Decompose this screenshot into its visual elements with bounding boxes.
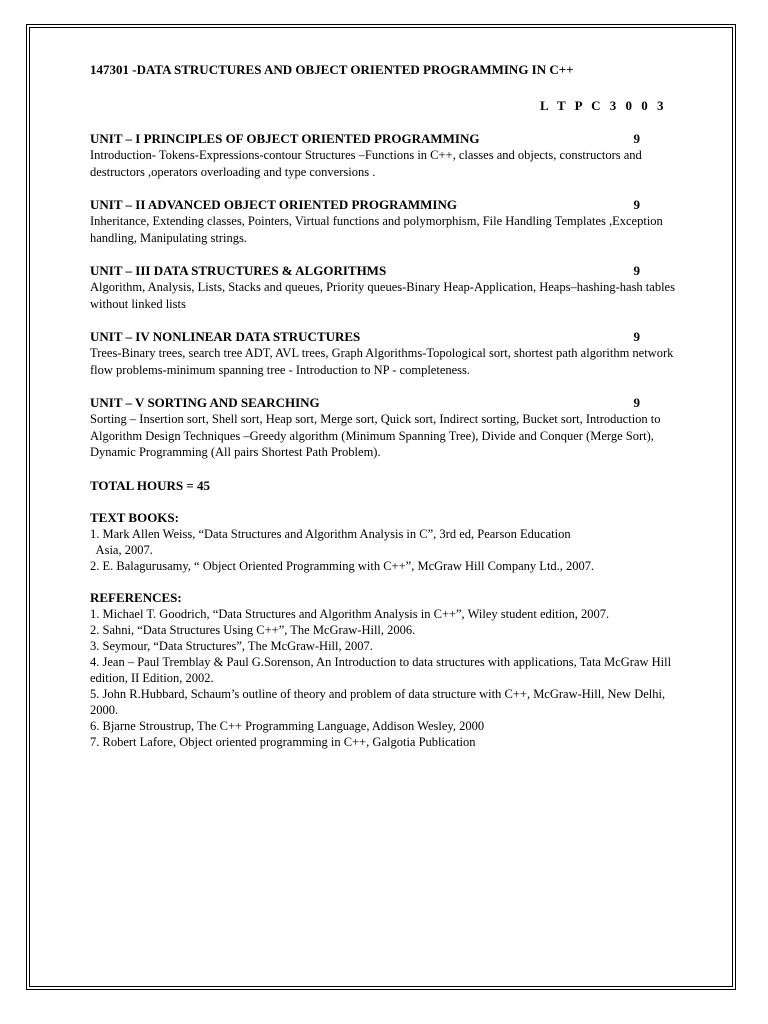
unit-heading	[90, 197, 640, 213]
unit-2	[90, 197, 690, 246]
unit-hours: 9	[633, 329, 640, 344]
unit-hours: 9	[633, 131, 640, 146]
list-item: Asia, 2007.	[90, 542, 153, 557]
unit-heading	[90, 395, 640, 411]
list-item: 1. Michael T. Goodrich, “Data Structures and Algorithm Analysis in C++”, Wiley student edition, 2007.	[90, 606, 610, 621]
list-item: 2. Sahni, “Data Structures Using C++”, The McGraw-Hill, 2006.	[90, 622, 416, 637]
unit-description: Algorithm, Analysis, Lists, Stacks and queues, Priority queues-Binary Heap-Application, Heaps–hashing-hash tables without linked lists	[90, 280, 675, 311]
text-books-heading: TEXT BOOKS:	[90, 509, 179, 525]
unit-title: UNIT – III DATA STRUCTURES & ALGORITHMS	[90, 263, 387, 278]
unit-description: Sorting – Insertion sort, Shell sort, Heap sort, Merge sort, Quick sort, Indirect sorting, Bucket sort, Introduction to Algorithm Design Techniques –Greedy algorithm (Minimum Spanning Tree), Divide and Conquer (Merge Sort), Dynamic Programming (All pairs Shortest Path Problem).	[90, 412, 661, 459]
unit-title: UNIT – IV NONLINEAR DATA STRUCTURES	[90, 329, 361, 344]
unit-title: UNIT – II ADVANCED OBJECT ORIENTED PROGRAMMING	[90, 197, 457, 212]
unit-4	[90, 329, 690, 378]
unit-heading	[90, 131, 640, 147]
list-item: 2. E. Balagurusamy, “ Object Oriented Programming with C++”, McGraw Hill Company Ltd., 2007.	[90, 558, 595, 573]
list-item: 3. Seymour, “Data Structures”, The McGraw-Hill, 2007.	[90, 638, 373, 653]
list-item: 1. Mark Allen Weiss, “Data Structures and Algorithm Analysis in C”, 3rd ed, Pearson Education	[90, 526, 571, 541]
list-item: 4. Jean – Paul Tremblay & Paul G.Sorenson, An Introduction to data structures with applications, Tata McGraw Hill edition, II Edition, 2002.	[90, 654, 672, 685]
syllabus-document	[90, 62, 690, 750]
total-hours: TOTAL HOURS = 45	[90, 477, 210, 493]
unit-hours: 9	[633, 395, 640, 410]
unit-description: Trees-Binary trees, search tree ADT, AVL trees, Graph Algorithms-Topological sort, shortest path algorithm network flow problems-minimum spanning tree - Introduction to NP - completeness.	[90, 346, 674, 377]
unit-hours: 9	[633, 263, 640, 278]
references-list	[90, 606, 690, 750]
ltpc-credits: L T P C 3 0 0 3	[540, 98, 667, 113]
unit-heading	[90, 263, 640, 279]
list-item: 6. Bjarne Stroustrup, The C++ Programming Language, Addison Wesley, 2000	[90, 718, 485, 733]
unit-5	[90, 395, 690, 461]
unit-title: UNIT – I PRINCIPLES OF OBJECT ORIENTED PROGRAMMING	[90, 131, 480, 146]
references-heading: REFERENCES:	[90, 589, 182, 605]
text-books-list	[90, 526, 690, 574]
unit-hours: 9	[633, 197, 640, 212]
list-item: 5. John R.Hubbard, Schaum’s outline of theory and problem of data structure with C++, McGraw-Hill, New Delhi, 2000.	[90, 686, 666, 717]
unit-title: UNIT – V SORTING AND SEARCHING	[90, 395, 320, 410]
list-item: 7. Robert Lafore, Object oriented programming in C++, Galgotia Publication	[90, 734, 476, 749]
unit-description: Inheritance, Extending classes, Pointers, Virtual functions and polymorphism, File Handling Templates ,Exception handling, Manipulating strings.	[90, 214, 663, 245]
unit-heading	[90, 329, 640, 345]
course-title: 147301 -DATA STRUCTURES AND OBJECT ORIENTED PROGRAMMING IN C++	[90, 62, 574, 77]
unit-1	[90, 131, 690, 180]
unit-description: Introduction- Tokens-Expressions-contour Structures –Functions in C++, classes and objects, constructors and destructors ,operators overloading and type conversions .	[90, 148, 642, 179]
unit-3	[90, 263, 690, 312]
